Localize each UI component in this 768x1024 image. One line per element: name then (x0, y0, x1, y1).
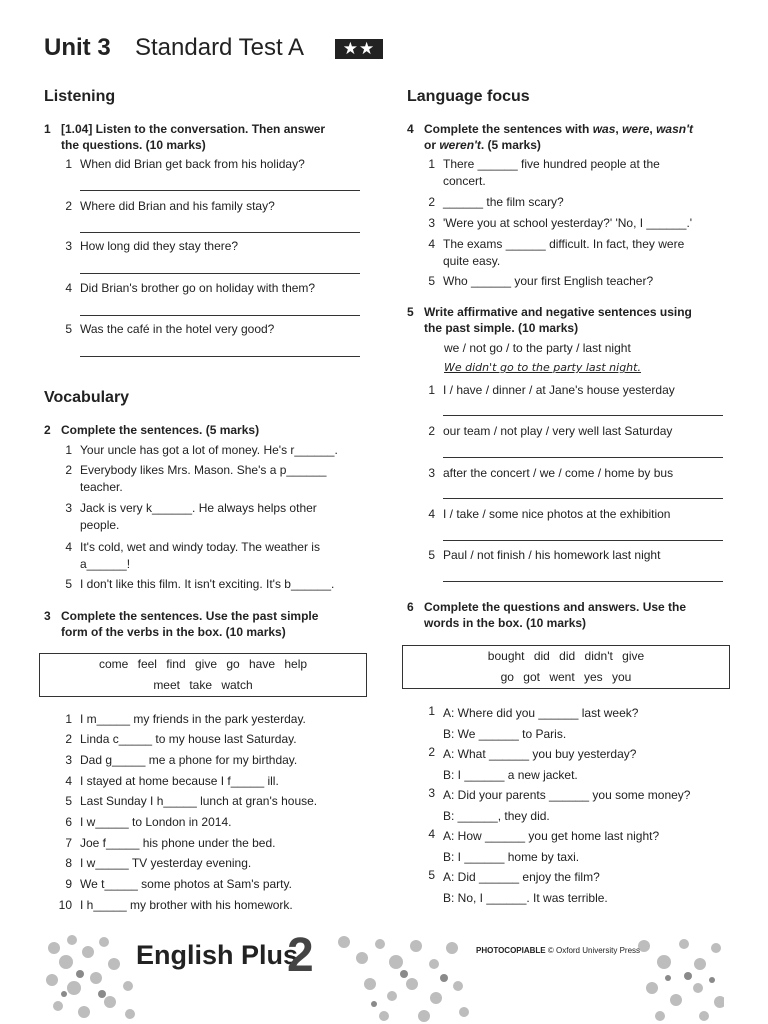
exercise-1-instruction (44, 121, 384, 153)
ex5-item-5: 5 Paul / not finish / his homework last night (428, 548, 661, 562)
test-title: Standard Test A (135, 34, 305, 61)
vocab-item-1: 1 Your uncle has got a lot of money. He's r______. (65, 443, 338, 457)
exercise-number: 5 (407, 305, 414, 319)
ex3-item-8: 8 I w_____ TV yesterday evening. (65, 856, 252, 870)
ex3-item-2: 2 Linda c_____ to my house last Saturday. (65, 732, 297, 746)
exercise-1-line1: [1.04] Listen to the conversation. Then answer (61, 122, 326, 136)
english-plus-level: 2 (287, 929, 314, 982)
exercise-3-line1: Complete the sentences. Use the past simple (61, 609, 319, 623)
ex4-item-5: 5 Who ______ your first English teacher? (428, 274, 654, 288)
answer-line[interactable] (80, 190, 360, 191)
ex3-item-6: 6 I w_____ to London in 2014. (65, 815, 232, 829)
word-box-verbs (39, 653, 367, 697)
ex6-item-3: 3 A: Did your parents ______ you some money? B: ______, they did. (428, 786, 691, 823)
ex3-item-10: 10 I h_____ my brother with his homework. (58, 898, 293, 912)
ex3-item-7: 7 Joe f_____ his phone under the bed. (65, 836, 276, 850)
ex6-item-1: 1 A: Where did you ______ last week? B: We ______ to Paris. (428, 704, 639, 741)
answer-line[interactable] (443, 457, 723, 458)
exercise-4-instruction: 4 Complete the sentences with was, were, wasn't or weren't. (5 marks) (407, 122, 693, 152)
unit-title: Unit 3 (44, 34, 111, 61)
ex6-item-2: 2 A: What ______ you buy yesterday? B: I ______ a new jacket. (428, 745, 637, 782)
word-box-line2: meet take watch (153, 678, 253, 692)
exercise-1-line2: the questions. (10 marks) (61, 138, 206, 152)
english-plus-logo: English Plus (136, 940, 299, 970)
exercise-number: 3 (44, 609, 51, 623)
copyright-notice: PHOTOCOPIABLE © Oxford University Press (476, 946, 641, 955)
exercise-2-instruction (44, 422, 384, 438)
word-box-grammar (402, 645, 730, 689)
vocab-item-3: 3 Jack is very k______. He always helps other people. (65, 501, 317, 532)
exercise-number: 4 (407, 122, 414, 136)
ex3-item-5: 5 Last Sunday I h_____ lunch at gran's house. (65, 794, 318, 808)
ex4-item-1: 1 There ______ five hundred people at the concert. (428, 157, 660, 188)
answer-line[interactable] (80, 232, 360, 233)
listening-question-4: 4 Did Brian's brother go on holiday with them? (65, 281, 316, 295)
word-box-line2: go got went yes you (500, 670, 632, 684)
exercise-number: 1 (44, 122, 51, 136)
ex6-item-5: 5 A: Did ______ enjoy the film? B: No, I ______. It was terrible. (428, 868, 608, 905)
vocab-item-4: 4 It's cold, wet and windy today. The weather is a______! (65, 540, 320, 571)
footer-banner (44, 928, 724, 1024)
vocab-item-2: 2 Everybody likes Mrs. Mason. She's a p______ teacher. (65, 463, 327, 494)
answer-line[interactable] (443, 540, 723, 541)
vocabulary-heading: Vocabulary (44, 389, 130, 406)
answer-line[interactable] (80, 315, 360, 316)
ex4-item-2: 2 ______ the film scary? (428, 195, 564, 209)
listening-question-2: 2 Where did Brian and his family stay? (65, 199, 275, 213)
exercise-2-text: Complete the sentences. (5 marks) (61, 423, 260, 437)
ex5-item-2: 2 our team / not play / very well last Saturday (428, 424, 673, 438)
ex3-item-4: 4 I stayed at home because I f_____ ill. (65, 774, 279, 788)
exercise-3-line2: form of the verbs in the box. (10 marks) (61, 625, 286, 639)
exercise-6-instruction: 6 Complete the questions and answers. Use the words in the box. (10 marks) (407, 600, 687, 630)
listening-question-5: 5 Was the café in the hotel very good? (65, 322, 275, 336)
exercise-number: 6 (407, 600, 414, 614)
ex5-example-answer: We didn't go to the party last night. (444, 361, 641, 374)
exercise-5-instruction: 5 Write affirmative and negative sentences using the past simple. (10 marks) (407, 305, 692, 335)
listening-heading: Listening (44, 88, 116, 105)
ex5-example-prompt: we / not go / to the party / last night (444, 341, 631, 355)
ex5-item-4: 4 I / take / some nice photos at the exhibition (428, 507, 671, 521)
answer-line[interactable] (80, 356, 360, 357)
ex4-item-3: 3 'Were you at school yesterday?' 'No, I ______.' (428, 216, 693, 230)
ex5-item-1: 1 I / have / dinner / at Jane's house yesterday (428, 383, 675, 397)
answer-line[interactable] (443, 415, 723, 416)
ex3-item-1: 1 I m_____ my friends in the park yesterday. (65, 712, 306, 726)
listening-question-3: 3 How long did they stay there? (65, 239, 239, 253)
answer-line[interactable] (443, 498, 723, 499)
answer-line[interactable] (80, 273, 360, 274)
vocab-item-5: 5 I don't like this film. It isn't exciting. It's b______. (65, 577, 335, 591)
ex3-item-3: 3 Dad g_____ me a phone for my birthday. (65, 753, 298, 767)
exercise-3-instruction (44, 608, 384, 640)
listening-question-1: 1 When did Brian get back from his holiday? (65, 157, 305, 171)
ex5-item-3: 3 after the concert / we / come / home by bus (428, 466, 674, 480)
answer-line[interactable] (443, 581, 723, 582)
word-box-line1: come feel find give go have help (98, 657, 308, 671)
ex3-item-9: 9 We t_____ some photos at Sam's party. (65, 877, 292, 891)
ex4-item-4: 4 The exams ______ difficult. In fact, they were quite easy. (428, 237, 685, 268)
exercise-number: 2 (44, 423, 51, 437)
difficulty-stars: ★★ (335, 39, 383, 59)
ex6-item-4: 4 A: How ______ you get home last night? B: I ______ home by taxi. (428, 827, 660, 864)
word-box-line1: bought did did didn't give (487, 649, 645, 663)
language-focus-heading: Language focus (407, 88, 530, 105)
